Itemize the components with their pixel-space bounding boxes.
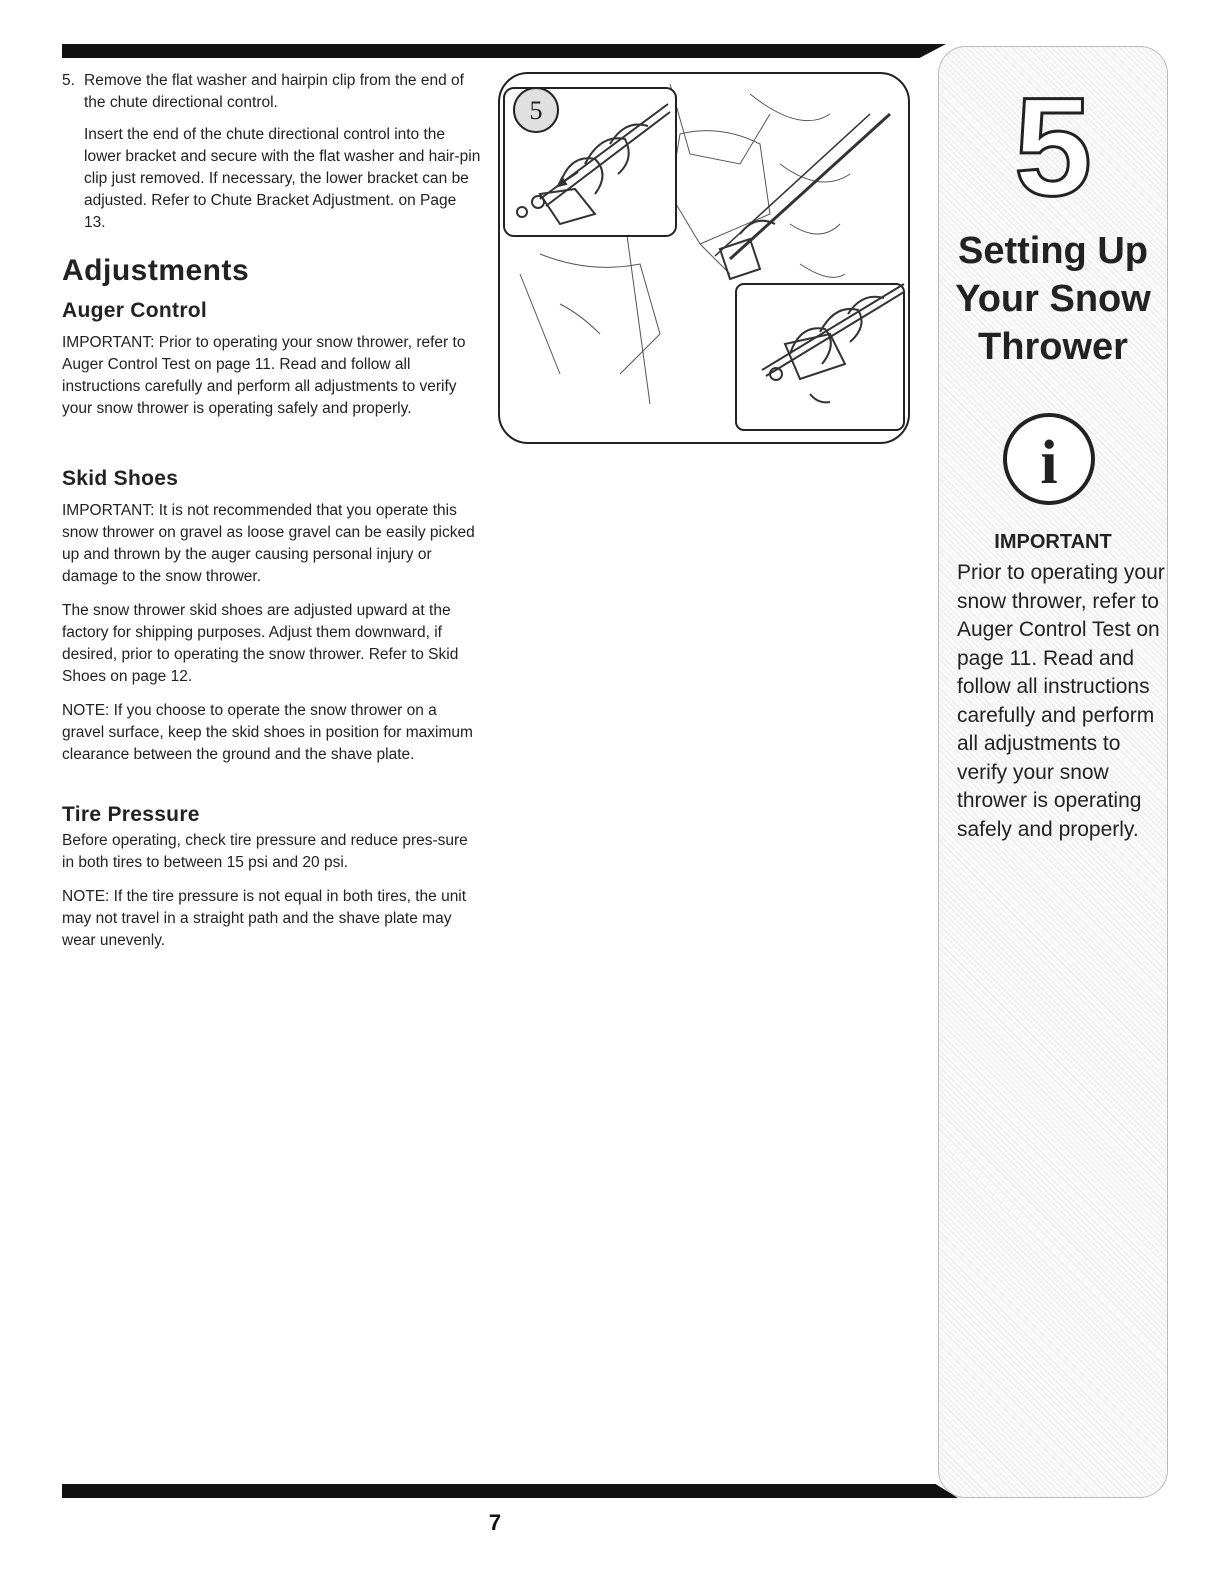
top-rule xyxy=(62,44,946,58)
chapter-title-line-1: Setting Up xyxy=(958,230,1148,272)
info-glyph: i xyxy=(1040,429,1058,497)
auger-control-text: IMPORTANT: Prior to operating your snow thrower, refer to Auger Control Test on page 11. Read and follow all instructions carefully and perform all adjustments to verify your snow thrower is operating safely and properly. xyxy=(62,334,466,417)
inset-top-left xyxy=(504,88,676,236)
heading-auger-control: Auger Control xyxy=(62,299,208,322)
tire-pressure-text: Before operating, check tire pressure and reduce pres-sure in both tires to between 15 psi and 20 psi. xyxy=(62,832,468,871)
main-content xyxy=(62,70,482,964)
info-icon xyxy=(1001,411,1097,507)
tire-pressure-note: NOTE: If the tire pressure is not equal in both tires, the unit may not travel in a straight path and the shave plate may wear unevenly. xyxy=(62,888,467,949)
step-5-instruction-2: Insert the end of the chute directional control into the lower bracket and secure with the flat washer and hair-pin clip just removed. If necessary, the lower bracket can be adjusted. Refer to Chute Bracket Adjustment. on Page 13. xyxy=(84,126,481,231)
chute-control-illustration xyxy=(498,72,910,444)
step-number: 5. xyxy=(62,72,75,89)
skid-shoes-important: IMPORTANT: It is not recommended that you operate this snow thrower on gravel as loose gravel can be easily picked up and thrown by the auger causing personal injury or damage to the snow thrower. xyxy=(62,502,475,585)
chapter-title xyxy=(939,227,1167,371)
skid-shoes-adjust: The snow thrower skid shoes are adjusted upward at the factory for shipping purposes. Adjust them downward, if desired, prior to operating the snow thrower. Refer to Skid Shoes on page 12. xyxy=(62,602,459,685)
inset-bottom-right xyxy=(736,284,904,430)
bracket-sketch xyxy=(720,221,775,279)
illustration-drawing xyxy=(500,74,908,442)
figure-badge: 5 xyxy=(529,96,543,125)
chapter-title-line-3: Thrower xyxy=(978,326,1128,368)
section-title-adjustments: Adjustments xyxy=(62,254,250,287)
step-5-instruction-1: Remove the flat washer and hairpin clip from the end of the chute directional control. xyxy=(84,72,464,111)
chapter-title-line-2: Your Snow xyxy=(955,278,1151,320)
important-text: Prior to operating your snow thrower, refer to Auger Control Test on page 11. Read and follow all instructions carefully and perform all adjustments to verify your snow thrower is operating safely and properly. xyxy=(957,561,1165,841)
page-number: 7 xyxy=(488,1510,502,1535)
step-5 xyxy=(62,70,482,244)
important-heading: IMPORTANT xyxy=(994,531,1112,553)
skid-shoes-note: NOTE: If you choose to operate the snow thrower on a gravel surface, keep the skid shoes in position for maximum clearance between the ground and the shave plate. xyxy=(62,702,473,763)
chapter-number: 5 xyxy=(1014,68,1092,225)
heading-tire-pressure: Tire Pressure xyxy=(62,803,200,826)
chapter-sidebar xyxy=(938,46,1168,1498)
bottom-rule xyxy=(62,1484,958,1498)
heading-skid-shoes: Skid Shoes xyxy=(62,467,179,490)
